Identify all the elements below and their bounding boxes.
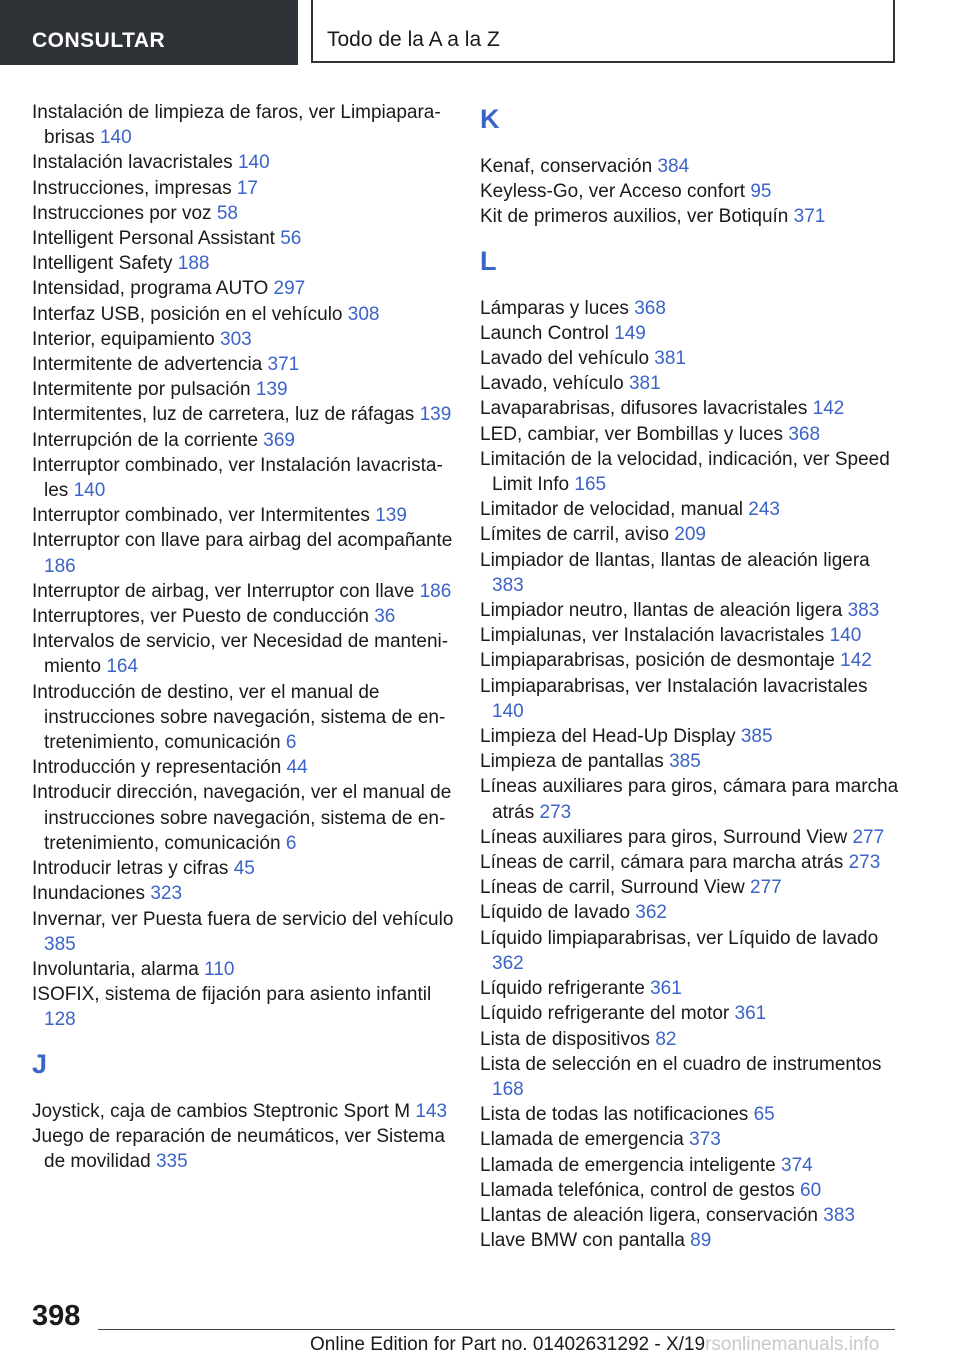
index-entry-text: Intervalos de servicio, ver Necesidad de mantenimiento: [32, 631, 449, 678]
index-page-link[interactable]: 209: [674, 524, 706, 546]
index-entry-text: Llantas de aleación ligera, conservación: [480, 1204, 818, 1226]
index-entry-text: Líneas auxiliares para giros, Surround View: [480, 826, 848, 848]
index-entry: [480, 749, 900, 774]
index-entry-text: Lista de selección en el cuadro de instrumentos: [480, 1053, 882, 1075]
index-entry-text: Limpiaparabrisas, ver Instalación lavacristales: [480, 675, 868, 697]
index-page-link[interactable]: 165: [574, 474, 607, 496]
index-entry-text: Intensidad, programa AUTO: [32, 278, 269, 300]
index-entry-text: Lavaparabrisas, difusores lavacristales: [480, 398, 808, 420]
index-entry: [32, 402, 457, 427]
index-entry-text: Líquido de lavado: [480, 902, 631, 924]
index-entry: [480, 623, 900, 648]
index-page-link[interactable]: 140: [99, 127, 132, 149]
index-entry: [32, 957, 457, 982]
index-page-link[interactable]: 371: [267, 354, 300, 376]
index-page-link[interactable]: 368: [634, 297, 666, 319]
index-page-link[interactable]: 142: [812, 398, 845, 420]
index-entry: [32, 302, 457, 327]
index-page-link[interactable]: 308: [347, 303, 380, 325]
index-entry-text: Llamada de emergencia: [480, 1129, 684, 1151]
index-page-link[interactable]: 140: [73, 480, 106, 502]
index-entry: [32, 780, 457, 856]
index-entry: [32, 100, 457, 150]
index-entry: [480, 346, 900, 371]
index-page-link[interactable]: 140: [237, 152, 270, 174]
index-entry: [32, 226, 457, 251]
index-page-link[interactable]: 381: [654, 348, 686, 370]
index-entry: [480, 179, 900, 204]
index-page-link[interactable]: 323: [150, 883, 183, 905]
index-page-link[interactable]: 128: [44, 1009, 76, 1031]
index-page-link[interactable]: 36: [374, 606, 396, 628]
index-entry-text: Interrupción de la corriente: [32, 429, 259, 451]
index-entry-text: LED, cambiar, ver Bombillas y luces: [480, 423, 784, 445]
section-title: Todo de la A a la Z: [311, 0, 895, 63]
footer-watermark: rsonlinemanuals.info: [705, 1334, 880, 1355]
index-entry-text: Limpieza del Head-Up Display: [480, 726, 736, 748]
index-entry-text: Limpiador neutro, llantas de aleación ligera: [480, 600, 843, 622]
index-page-link[interactable]: 65: [753, 1104, 775, 1126]
index-page-link[interactable]: 17: [236, 177, 258, 199]
index-entry: [480, 371, 900, 396]
index-entry: [32, 881, 457, 906]
index-entry: [32, 201, 457, 226]
index-entry-text: Líneas de carril, Surround View: [480, 877, 745, 899]
index-page-link[interactable]: 140: [492, 700, 524, 722]
index-entry: [32, 982, 457, 1032]
index-entry-text: Intelligent Safety: [32, 253, 173, 275]
index-page-link[interactable]: 188: [177, 253, 210, 275]
index-entry-text: Lista de dispositivos: [480, 1028, 651, 1050]
index-entry: [480, 396, 900, 421]
index-entry-text: Líquido refrigerante del motor: [480, 1003, 730, 1025]
index-entry-text: Limitación de la velocidad, indicación, ver Speed Limit Info: [480, 448, 890, 496]
index-entry: [480, 548, 900, 598]
index-entry: [32, 503, 457, 528]
index-page-link[interactable]: 297: [273, 278, 306, 300]
index-page-link[interactable]: 56: [280, 228, 302, 250]
index-entry: [480, 1102, 900, 1127]
index-entry-text: Interior, equipamiento: [32, 328, 215, 350]
index-page-link[interactable]: 335: [155, 1150, 188, 1172]
index-letter-heading: J: [32, 1048, 48, 1079]
index-entry: [480, 926, 900, 976]
index-letter-heading: K: [480, 104, 500, 134]
index-entry-text: Llamada de emergencia inteligente: [480, 1154, 776, 1176]
index-page-link[interactable]: 95: [750, 181, 772, 203]
index-entry-text: Limpiador de llantas, llantas de aleación ligera: [480, 549, 870, 571]
section-tab-consultar[interactable]: CONSULTAR: [0, 0, 298, 65]
index-entry-text: ISOFIX, sistema de fijación para asiento infantil: [32, 984, 432, 1006]
index-page-link[interactable]: 385: [669, 751, 701, 773]
index-letter-heading: L: [480, 245, 497, 276]
index-entry-text: Limpiaparabrisas, posición de desmontaje: [480, 650, 835, 672]
index-page-link[interactable]: 385: [44, 933, 76, 955]
index-entry-text: Lista de todas las notificaciones: [480, 1104, 749, 1126]
index-entry-text: Instrucciones por voz: [32, 202, 212, 224]
index-entry-text: Interruptores, ver Puesto de conducción: [32, 606, 369, 628]
index-entry: [32, 428, 457, 453]
index-entry: [480, 1001, 900, 1026]
index-entry-text: Keyless-Go, ver Acceso confort: [480, 181, 746, 203]
index-entry: [32, 352, 457, 377]
footer-edition: [310, 1334, 879, 1356]
index-page-link[interactable]: 60: [800, 1179, 822, 1201]
index-page-link[interactable]: 383: [847, 600, 880, 622]
index-entry: [480, 296, 900, 321]
index-entry-text: Introducir dirección, navegación, ver el manual de instrucciones sobre navegación, sistema de entretenimiento, comunicación: [32, 782, 452, 854]
index-entry: [480, 154, 900, 179]
index-entry-text: Introducción y representación: [32, 757, 282, 779]
index-entry: [480, 1027, 900, 1052]
index-page-link[interactable]: 374: [781, 1154, 813, 1176]
index-entry: [32, 251, 457, 276]
index-page-link[interactable]: 361: [734, 1003, 767, 1025]
index-entry-text: Limpieza de pantallas: [480, 751, 664, 773]
index-entry: [480, 1127, 900, 1152]
index-entry: [32, 579, 457, 604]
index-entry-text: Introducir letras y cifras: [32, 858, 229, 880]
index-entry: [480, 447, 900, 497]
index-page-link[interactable]: 362: [492, 952, 524, 974]
index-entry: [480, 204, 900, 229]
index-entry: [32, 276, 457, 301]
index-page-link[interactable]: 273: [848, 852, 881, 874]
footer-divider: [98, 1329, 895, 1330]
index-page-link[interactable]: 142: [840, 650, 872, 672]
index-entry: [32, 150, 457, 175]
index-page-link[interactable]: 110: [204, 958, 235, 980]
index-entry-text: Intermitente por pulsación: [32, 379, 251, 401]
index-column-right: [480, 100, 900, 1253]
index-entry-text: Lavado, vehículo: [480, 373, 624, 395]
index-page-link[interactable]: 139: [255, 379, 288, 401]
index-page-link[interactable]: 139: [375, 505, 407, 527]
letter-gap: [32, 1033, 457, 1045]
index-entry: [32, 755, 457, 780]
index-entry-text: Launch Control: [480, 322, 609, 344]
index-page-link[interactable]: 149: [614, 322, 646, 344]
index-entry-text: Interruptor combinado, ver Instalación lavacristales: [32, 454, 443, 502]
index-entry-text: Invernar, ver Puesta fuera de servicio del vehículo: [32, 908, 454, 930]
index-entry: [32, 1124, 457, 1174]
index-page-link[interactable]: 277: [750, 877, 782, 899]
index-page-link[interactable]: 361: [650, 978, 682, 1000]
footer-edition-text: Online Edition for Part no. 01402631292 - X/19: [310, 1334, 706, 1355]
index-entry-text: Limpialunas, ver Instalación lavacristales: [480, 625, 825, 647]
index-entry-text: Llamada telefónica, control de gestos: [480, 1179, 795, 1201]
page-header: [0, 0, 960, 65]
index-entry-text: Kit de primeros auxilios, ver Botiquín: [480, 206, 789, 228]
index-entry-text: Instalación de limpieza de faros, ver Limpiaparabrisas: [32, 102, 441, 149]
index-entry-text: Intermitentes, luz de carretera, luz de ráfagas: [32, 404, 415, 426]
index-page-link[interactable]: 58: [216, 202, 238, 224]
index-entry: [480, 900, 900, 925]
index-entry: [32, 604, 457, 629]
index-entry-text: Interruptor con llave para airbag del acompañante: [32, 530, 453, 552]
index-entry: [480, 774, 900, 824]
index-entry-text: Intermitente de advertencia: [32, 354, 263, 376]
index-entry: [480, 1203, 900, 1228]
index-page-link[interactable]: 385: [740, 726, 773, 748]
index-entry-text: Llave BMW con pantalla: [480, 1230, 685, 1252]
index-page-link[interactable]: 186: [44, 555, 76, 577]
index-entry-text: Líquido limpiaparabrisas, ver Líquido de lavado: [480, 927, 879, 949]
index-page-link[interactable]: 82: [655, 1028, 677, 1050]
index-entry-text: Interruptor de airbag, ver Interruptor con llave: [32, 580, 415, 602]
index-entry: [480, 976, 900, 1001]
index-page-link[interactable]: 383: [492, 574, 524, 596]
index-entry-text: Kenaf, conservación: [480, 156, 653, 177]
letter-gap: [480, 230, 900, 242]
index-entry-text: Instalación lavacristales: [32, 152, 233, 174]
index-page-link[interactable]: 243: [748, 499, 780, 521]
index-page-link[interactable]: 139: [419, 404, 452, 426]
index-entry: [480, 875, 900, 900]
index-page-link[interactable]: 362: [635, 902, 667, 924]
index-entry: [480, 422, 900, 447]
index-entry-text: Interruptor combinado, ver Intermitentes: [32, 505, 370, 527]
index-page-link[interactable]: 277: [852, 826, 885, 848]
page-number: 398: [32, 1300, 81, 1332]
index-entry: [32, 680, 457, 756]
index-page-link[interactable]: 384: [657, 156, 690, 177]
index-entry-text: Interfaz USB, posición en el vehículo: [32, 303, 343, 325]
index-column-left: [32, 100, 457, 1174]
index-entry: [480, 1052, 900, 1102]
index-entry-text: Límites de carril, aviso: [480, 524, 670, 546]
index-entry: [480, 724, 900, 749]
index-entry: [32, 453, 457, 503]
index-page-link[interactable]: 383: [823, 1204, 855, 1226]
index-entry: [480, 598, 900, 623]
index-page-link[interactable]: 6: [285, 732, 297, 754]
index-page-link[interactable]: 44: [286, 757, 308, 779]
index-entry: [32, 1099, 457, 1124]
index-entry-text: Líquido refrigerante: [480, 978, 645, 1000]
index-entry: [480, 497, 900, 522]
index-page-link[interactable]: 45: [233, 858, 255, 880]
index-entry: [480, 850, 900, 875]
index-entry: [32, 856, 457, 881]
index-entry: [480, 648, 900, 673]
index-entry-text: Lavado del vehículo: [480, 348, 650, 370]
index-entry: [480, 1228, 900, 1253]
index-entry-text: Líneas auxiliares para giros, cámara para marcha atrás: [480, 776, 899, 823]
index-page-link[interactable]: 6: [285, 832, 297, 854]
index-entry-text: Líneas de carril, cámara para marcha atrás: [480, 852, 844, 874]
index-entry-text: Introducción de destino, ver el manual de instrucciones sobre navegación, sistema de entretenimiento, comunicación: [32, 681, 446, 754]
index-page-link[interactable]: 89: [690, 1230, 712, 1252]
index-page-link[interactable]: 164: [106, 656, 139, 678]
index-entry: [480, 522, 900, 547]
index-entry: [32, 176, 457, 201]
index-page-link[interactable]: 373: [689, 1129, 721, 1151]
index-entry: [480, 1153, 900, 1178]
index-entry: [480, 1178, 900, 1203]
index-entry-text: Lámparas y luces: [480, 297, 629, 319]
index-page-link[interactable]: 368: [788, 423, 821, 445]
index-entry-text: Intelligent Personal Assistant: [32, 228, 275, 250]
index-entry-text: Limitador de velocidad, manual: [480, 499, 743, 521]
index-page-link[interactable]: 303: [220, 328, 252, 350]
index-entry-text: Joystick, caja de cambios Steptronic Sport M: [32, 1100, 411, 1122]
index-entry-text: Inundaciones: [32, 883, 146, 905]
index-page-link[interactable]: 168: [492, 1078, 524, 1100]
index-entry: [32, 327, 457, 352]
index-entry: [32, 629, 457, 679]
index-entry-text: Instrucciones, impresas: [32, 177, 232, 199]
index-entry-text: Juego de reparación de neumáticos, ver Sistema de movilidad: [32, 1125, 445, 1172]
index-page-link[interactable]: 273: [539, 801, 572, 823]
index-entry: [32, 528, 457, 578]
index-page-link[interactable]: 143: [415, 1100, 448, 1122]
index-page-link[interactable]: 186: [419, 580, 452, 602]
index-page-link[interactable]: 140: [829, 625, 862, 647]
index-page-link[interactable]: 371: [793, 206, 826, 228]
index-entry: [480, 825, 900, 850]
index-page-link[interactable]: 369: [263, 429, 295, 451]
index-page-link[interactable]: 381: [628, 373, 661, 395]
index-entry: [32, 377, 457, 402]
index-entry: [32, 907, 457, 957]
index-entry-text: Involuntaria, alarma: [32, 958, 199, 980]
index-entry: [480, 321, 900, 346]
index-entry: [480, 674, 900, 724]
